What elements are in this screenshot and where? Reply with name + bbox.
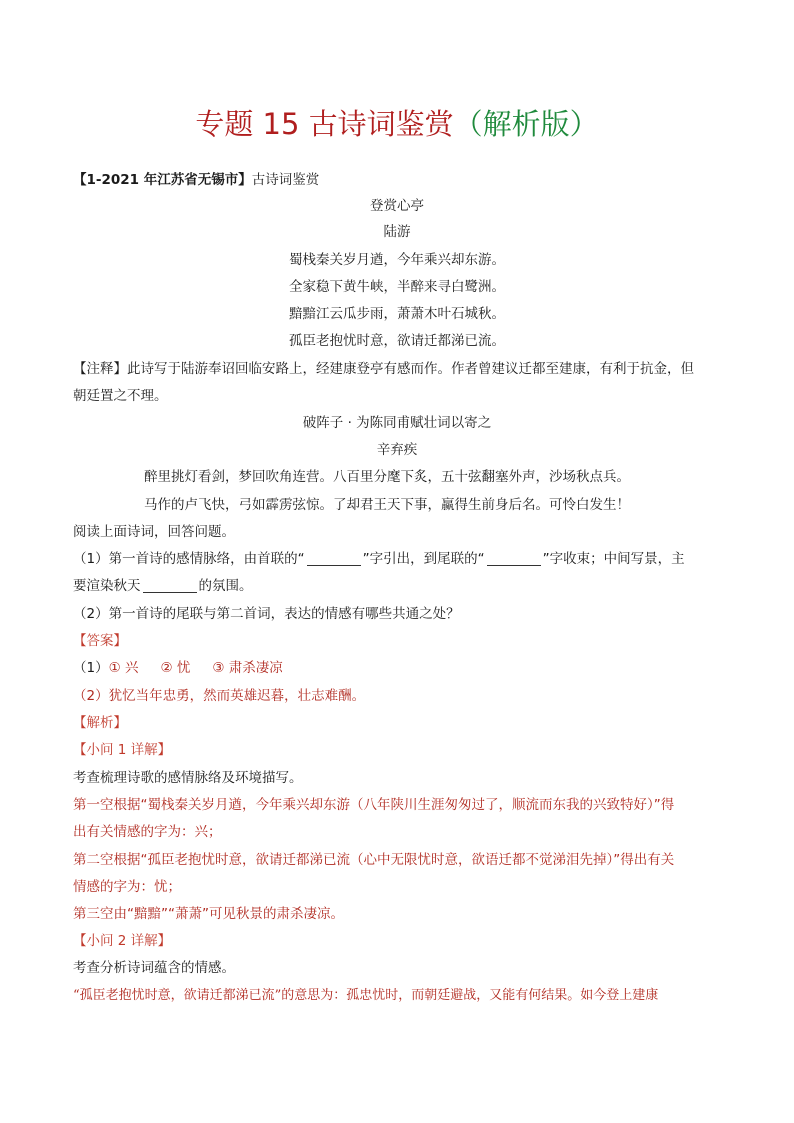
q1-text: ”字收束；中间写景，主: [542, 551, 685, 567]
poem2-line: 马作的卢飞快，弓如霹雳弦惊。了却君王天下事，赢得生前身后名。可怜白发生！: [144, 497, 630, 513]
poem1-line: 黯黯江云瓜步雨，萧萧木叶石城秋。: [289, 306, 505, 322]
question-source: 【1-2021 年江苏省无锡市】: [73, 172, 252, 188]
answer-blank-3: [143, 578, 197, 593]
answer-blank-2: [487, 551, 541, 566]
sub2-intro: 考查分析诗词蕴含的情感。: [73, 960, 235, 976]
note-line: 朝廷置之不理。: [73, 388, 168, 404]
poem1-title: 登赏心亭: [370, 198, 424, 214]
poem2-line: 醉里挑灯看剑，梦回吹角连营。八百里分麾下炙，五十弦翻塞外声，沙场秋点兵。: [144, 469, 630, 485]
sub1-intro: 考查梳理诗歌的感情脉络及环境描写。: [73, 770, 303, 786]
question-2: （2）第一首诗的尾联与第二首词，表达的情感有哪些共通之处？: [73, 606, 460, 622]
poem2-author: 辛弃疾: [376, 442, 418, 458]
answer-blank-1: [307, 551, 361, 566]
answer-label: 【答案】: [73, 633, 127, 649]
question-header: [73, 170, 723, 190]
sub1-blank3-line: 第三空由“黯黯”“萧萧”可见秋景的肃杀凄凉。: [73, 906, 344, 922]
answer-item: ③ 肃杀凄凉: [212, 660, 283, 676]
question-1: [73, 549, 723, 569]
sub1-blank2-line: 第二空根据“孤臣老抱忧时意，欲请迁都涕已流（心中无限忧时意，欲语迁都不觉涕泪先掉）”得出有关: [73, 852, 675, 868]
q1-text: 的氛围。: [198, 578, 253, 594]
answer-prefix: （1）: [73, 660, 109, 676]
sub1-blank1-line: 出有关情感的字为：兴；: [73, 824, 222, 840]
note-line: 【注释】此诗写于陆游奉诏回临安路上，经建康登亭有感而作。作者曾建议迁都至建康，有利于抗金，但: [73, 361, 694, 377]
page-title: [0, 104, 794, 144]
sub1-blank1-line: 第一空根据“蜀栈秦关岁月遒，今年乘兴却东游（八年陕川生涯匆匆过了，顺流而东我的兴致特好）”得: [73, 797, 675, 813]
sub1-label: 【小问 1 详解】: [73, 742, 172, 758]
q1-text: （1）第一首诗的感情脉络，由首联的“: [73, 551, 305, 567]
answer-item: ① 兴: [108, 660, 139, 676]
q1-text: 要渲染秋天: [73, 578, 141, 594]
poem1-line: 全家稳下黄牛峡，半醉来寻白鹭洲。: [289, 279, 505, 295]
instruction: 阅读上面诗词，回答问题。: [73, 524, 235, 540]
analysis-label: 【解析】: [73, 715, 127, 731]
sub1-blank2-line: 情感的字为：忧；: [73, 879, 181, 895]
answer-item: ② 忧: [160, 660, 191, 676]
answer-1: [73, 658, 723, 678]
poem1-author: 陆游: [383, 224, 411, 240]
sub2-label: 【小问 2 详解】: [73, 933, 172, 949]
q1-text: ”字引出，到尾联的“: [362, 551, 485, 567]
question-1-cont: [73, 576, 723, 596]
poem1-line: 蜀栈秦关岁月遒，今年乘兴却东游。: [289, 252, 505, 268]
answer-2: （2）犹忆当年忠勇，然而英雄迟暮，壮志难酬。: [73, 688, 366, 704]
sub2-text: “孤臣老抱忧时意，欲请迁都涕已流”的意思为：孤忠忧时，而朝廷避战，又能有何结果。如今登上建康: [73, 988, 659, 1003]
poem1-line: 孤臣老抱忧时意，欲请迁都涕已流。: [289, 333, 505, 349]
title-sub: （解析版）: [453, 107, 599, 141]
question-topic: 古诗词鉴赏: [251, 172, 320, 188]
poem2-title: 破阵子 · 为陈同甫赋壮词以寄之: [302, 415, 492, 431]
title-main: 专题 15 古诗词鉴赏: [195, 107, 454, 141]
